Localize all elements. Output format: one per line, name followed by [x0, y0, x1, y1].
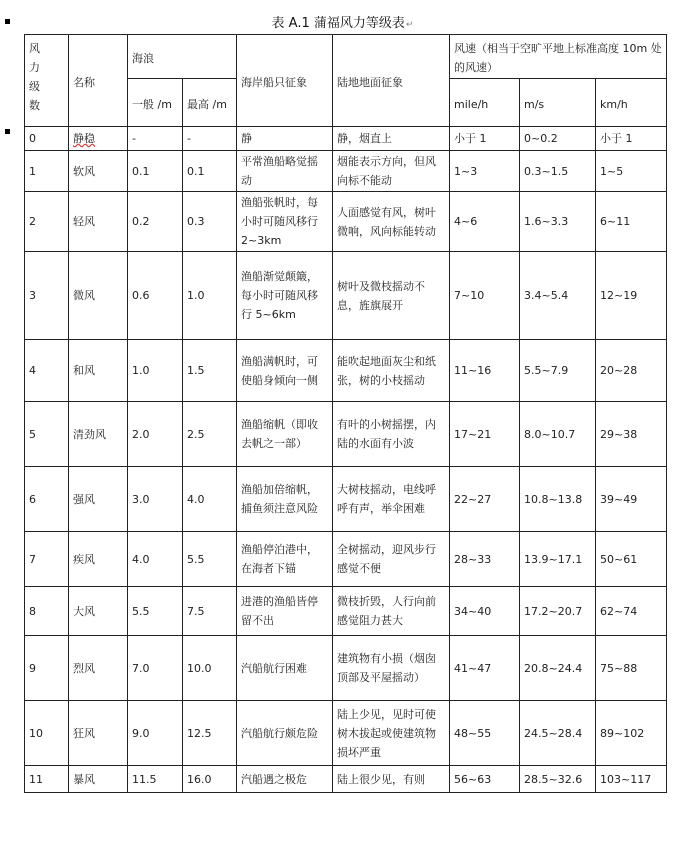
cell-kmh: 89~102 [596, 701, 667, 766]
cell-wave-max: 5.5 [183, 532, 237, 587]
cell-name: 疾风 [69, 532, 128, 587]
cell-mph: 48~55 [450, 701, 520, 766]
cell-name: 大风 [69, 587, 128, 636]
cell-wave-normal: 11.5 [128, 766, 183, 793]
header-wave: 海浪 [128, 35, 237, 79]
wind-scale-table [24, 34, 667, 793]
cell-kmh: 小于 1 [596, 127, 667, 151]
cell-mph: 22~27 [450, 467, 520, 532]
table-title: 表 A.1 蒲福风力等级表↵ [271, 16, 414, 31]
cell-kmh: 20~28 [596, 340, 667, 402]
cell-wave-max: - [183, 127, 237, 151]
cell-wave-normal: - [128, 127, 183, 151]
cell-name: 暴风 [69, 766, 128, 793]
cell-level: 1 [25, 151, 69, 192]
cell-ms: 1.6~3.3 [520, 192, 596, 252]
cell-kmh: 50~61 [596, 532, 667, 587]
cell-name: 强风 [69, 467, 128, 532]
header-kmh: km/h [596, 79, 667, 127]
cell-name: 和风 [69, 340, 128, 402]
cell-mph: 28~33 [450, 532, 520, 587]
cell-wave-normal: 2.0 [128, 402, 183, 467]
header-name: 名称 [69, 35, 128, 127]
cell-land: 微枝折毁，人行向前感觉阻力甚大 [333, 587, 450, 636]
cell-kmh: 6~11 [596, 192, 667, 252]
cell-wave-max: 16.0 [183, 766, 237, 793]
table-row [25, 701, 667, 766]
cell-sea: 渔船缩帆（即收去帆之一部） [237, 402, 333, 467]
bullet-mark [5, 129, 10, 134]
cell-sea: 汽船遇之极危 [237, 766, 333, 793]
cell-kmh: 75~88 [596, 636, 667, 701]
cell-kmh: 62~74 [596, 587, 667, 636]
cell-level: 5 [25, 402, 69, 467]
table-row [25, 127, 667, 151]
cell-sea: 平常渔船略觉摇动 [237, 151, 333, 192]
cell-land: 树叶及微枝摇动不息，旌旗展开 [333, 252, 450, 340]
cell-sea: 渔船张帆时，每小时可随风移行 2~3km [237, 192, 333, 252]
table-row [25, 636, 667, 701]
cell-level: 2 [25, 192, 69, 252]
cell-mph: 41~47 [450, 636, 520, 701]
cell-ms: 8.0~10.7 [520, 402, 596, 467]
cell-wave-max: 4.0 [183, 467, 237, 532]
cell-wave-normal: 4.0 [128, 532, 183, 587]
table-row [25, 252, 667, 340]
table-row [25, 532, 667, 587]
cell-land: 能吹起地面灰尘和纸张，树的小枝摇动 [333, 340, 450, 402]
cell-mph: 17~21 [450, 402, 520, 467]
cell-sea: 静 [237, 127, 333, 151]
cell-mph: 11~16 [450, 340, 520, 402]
cell-sea: 渔船停泊港中，在海者下锚 [237, 532, 333, 587]
cell-wave-max: 12.5 [183, 701, 237, 766]
cell-land: 建筑物有小损（烟囱顶部及平屋摇动） [333, 636, 450, 701]
cell-mph: 1~3 [450, 151, 520, 192]
header-mph: mile/h [450, 79, 520, 127]
table-row [25, 340, 667, 402]
cell-sea: 进港的渔船皆停留不出 [237, 587, 333, 636]
cell-mph: 4~6 [450, 192, 520, 252]
cell-wave-max: 7.5 [183, 587, 237, 636]
cell-land: 陆上很少见，有则 [333, 766, 450, 793]
cell-wave-max: 1.5 [183, 340, 237, 402]
table-row [25, 402, 667, 467]
cell-sea: 汽船航行颇危险 [237, 701, 333, 766]
cell-name: 狂风 [69, 701, 128, 766]
cell-wave-max: 2.5 [183, 402, 237, 467]
table-row [25, 766, 667, 793]
cell-land: 陆上少见，见时可使树木拔起或使建筑物损坏严重 [333, 701, 450, 766]
table-row [25, 587, 667, 636]
table-row [25, 151, 667, 192]
cell-wave-max: 10.0 [183, 636, 237, 701]
cell-wave-normal: 7.0 [128, 636, 183, 701]
cell-land: 大树枝摇动，电线呼呼有声，举伞困难 [333, 467, 450, 532]
cell-wave-normal: 0.1 [128, 151, 183, 192]
cell-mph: 7~10 [450, 252, 520, 340]
cell-name: 清劲风 [69, 402, 128, 467]
cell-wave-normal: 0.2 [128, 192, 183, 252]
header-speed: 风速（相当于空旷平地上标准高度 10m 处的风速） [450, 35, 667, 79]
cell-mph: 56~63 [450, 766, 520, 793]
cell-level: 7 [25, 532, 69, 587]
header-ms: m/s [520, 79, 596, 127]
cell-kmh: 39~49 [596, 467, 667, 532]
header-wave-normal: 一般 /m [128, 79, 183, 127]
cell-wave-normal: 3.0 [128, 467, 183, 532]
cell-ms: 0~0.2 [520, 127, 596, 151]
cell-level: 6 [25, 467, 69, 532]
header-sea: 海岸船只征象 [237, 35, 333, 127]
cell-wave-normal: 9.0 [128, 701, 183, 766]
cell-land: 全树摇动，迎风步行感觉不便 [333, 532, 450, 587]
cell-mph: 34~40 [450, 587, 520, 636]
cell-wave-max: 0.1 [183, 151, 237, 192]
table-row [25, 192, 667, 252]
cell-sea: 渔船加倍缩帆，捕鱼须注意风险 [237, 467, 333, 532]
cell-ms: 13.9~17.1 [520, 532, 596, 587]
cell-wave-max: 1.0 [183, 252, 237, 340]
cell-ms: 20.8~24.4 [520, 636, 596, 701]
table-row [25, 467, 667, 532]
cell-ms: 28.5~32.6 [520, 766, 596, 793]
header-level: 风力级数 [25, 35, 69, 127]
cell-level: 4 [25, 340, 69, 402]
cell-kmh: 12~19 [596, 252, 667, 340]
cell-land: 静，烟直上 [333, 127, 450, 151]
cell-land: 有叶的小树摇摆，内陆的水面有小波 [333, 402, 450, 467]
cell-ms: 3.4~5.4 [520, 252, 596, 340]
cell-sea: 渔船渐觉颠簸，每小时可随风移行 5~6km [237, 252, 333, 340]
cell-level: 9 [25, 636, 69, 701]
cell-level: 0 [25, 127, 69, 151]
cell-level: 3 [25, 252, 69, 340]
cell-name: 微风 [69, 252, 128, 340]
cell-kmh: 103~117 [596, 766, 667, 793]
cell-land: 人面感觉有风，树叶微响，风向标能转动 [333, 192, 450, 252]
cell-mph: 小于 1 [450, 127, 520, 151]
cell-land: 烟能表示方向，但风向标不能动 [333, 151, 450, 192]
cell-ms: 17.2~20.7 [520, 587, 596, 636]
cell-wave-normal: 0.6 [128, 252, 183, 340]
cell-wave-max: 0.3 [183, 192, 237, 252]
cell-ms: 5.5~7.9 [520, 340, 596, 402]
header-wave-max: 最高 /m [183, 79, 237, 127]
cell-name: 静稳 [69, 127, 128, 151]
cell-kmh: 29~38 [596, 402, 667, 467]
header-land: 陆地地面征象 [333, 35, 450, 127]
cell-name: 软风 [69, 151, 128, 192]
cell-kmh: 1~5 [596, 151, 667, 192]
cell-level: 8 [25, 587, 69, 636]
cell-wave-normal: 5.5 [128, 587, 183, 636]
cell-ms: 24.5~28.4 [520, 701, 596, 766]
cell-sea: 渔船满帆时，可使船身倾向一侧 [237, 340, 333, 402]
cell-ms: 10.8~13.8 [520, 467, 596, 532]
cell-name: 烈风 [69, 636, 128, 701]
cell-sea: 汽船航行困难 [237, 636, 333, 701]
cell-wave-normal: 1.0 [128, 340, 183, 402]
cell-ms: 0.3~1.5 [520, 151, 596, 192]
cell-level: 11 [25, 766, 69, 793]
cell-name: 轻风 [69, 192, 128, 252]
cell-level: 10 [25, 701, 69, 766]
